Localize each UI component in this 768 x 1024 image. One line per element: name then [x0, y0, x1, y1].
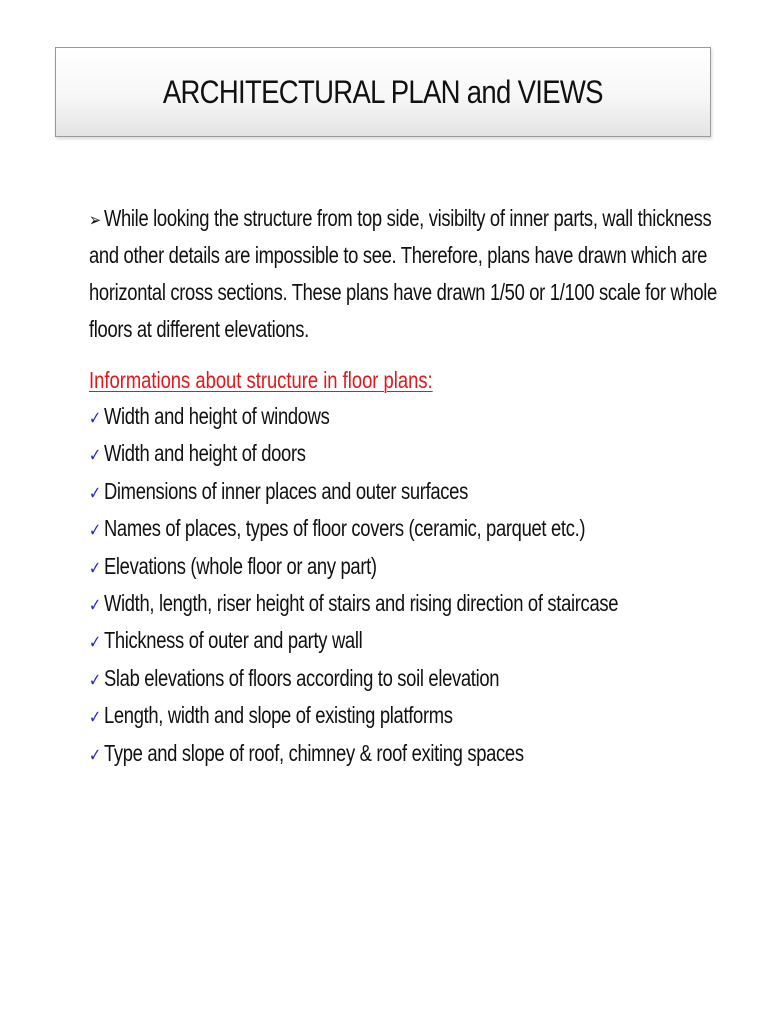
check-icon: ✓	[89, 445, 101, 466]
list-item: ✓ Names of places, types of floor covers (ceramic, parquet etc.)	[89, 510, 709, 547]
slide-content	[89, 200, 717, 772]
arrow-right-icon: ➢	[89, 210, 101, 230]
check-icon: ✓	[89, 408, 101, 428]
check-icon: ✓	[89, 482, 101, 503]
check-icon: ✓	[89, 707, 101, 728]
list-item: ✓ Thickness of outer and party wall	[89, 622, 709, 659]
intro-line-3: horizontal cross sections. These plans have drawn 1/50 or 1/100 scale for whole	[89, 279, 717, 305]
intro-line-2: and other details are impossible to see. Therefore, plans have drawn which are	[89, 242, 708, 268]
list-item: ✓ Width and height of windows	[89, 398, 709, 435]
list-item: ✓ Dimensions of inner places and outer surfaces	[89, 473, 709, 510]
list-item: ✓ Slab elevations of floors according to soil elevation	[89, 660, 709, 697]
check-icon: ✓	[89, 520, 101, 541]
title-box	[55, 47, 711, 137]
check-icon: ✓	[89, 669, 101, 690]
intro-line-1: While looking the structure from top side, visibilty of inner parts, wall thickness	[103, 205, 712, 231]
list-item: ✓ Length, width and slope of existing platforms	[89, 697, 709, 734]
list-item: ✓ Type and slope of roof, chimney & roof exiting spaces	[89, 735, 709, 772]
list-item: ✓ Width and height of doors	[89, 435, 709, 472]
section-heading-text: Informations about structure in floor plans:	[89, 367, 433, 393]
check-icon: ✓	[89, 632, 101, 653]
intro-line-4: floors at different elevations.	[89, 316, 309, 342]
check-icon: ✓	[89, 744, 101, 765]
intro-paragraph	[89, 200, 717, 348]
page-title: ARCHITECTURAL PLAN and VIEWS	[162, 73, 604, 110]
list-item: ✓ Elevations (whole floor or any part)	[89, 548, 709, 585]
check-icon: ✓	[89, 557, 101, 578]
checklist	[89, 398, 709, 772]
check-icon: ✓	[89, 594, 101, 615]
section-heading	[89, 363, 709, 398]
list-item: ✓ Width, length, riser height of stairs and rising direction of staircase	[89, 585, 709, 622]
